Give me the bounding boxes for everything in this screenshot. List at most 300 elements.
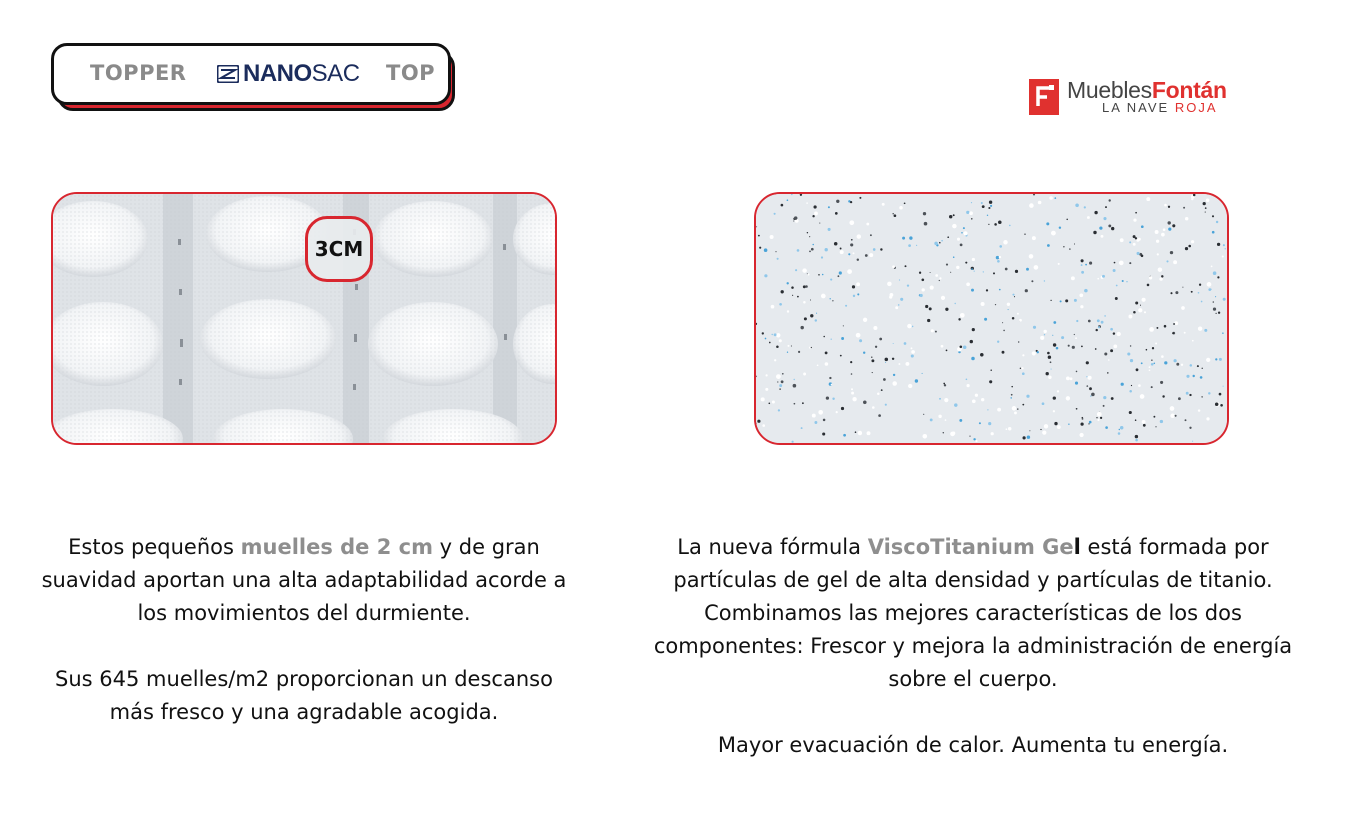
foam-speckle [779, 339, 782, 342]
foam-speckle [1088, 320, 1091, 323]
foam-speckle [859, 197, 861, 199]
foam-speckle [1170, 406, 1175, 411]
foam-speckle [1189, 427, 1191, 429]
foam-speckle [756, 226, 757, 227]
foam-speckle [814, 421, 817, 424]
foam-speckle [919, 272, 921, 274]
logo-tagline-part2: ROJA [1174, 100, 1218, 115]
foam-speckle [923, 414, 924, 415]
foam-speckle [1071, 276, 1075, 280]
foam-speckle [841, 407, 844, 410]
foam-speckle [966, 384, 969, 387]
foam-speckle [939, 280, 940, 281]
foam-speckle [1138, 384, 1141, 387]
foam-speckle [1075, 382, 1078, 385]
foam-speckle [1118, 432, 1121, 435]
foam-speckle [1135, 439, 1138, 442]
foam-speckle [1046, 372, 1049, 375]
foam-speckle [1117, 332, 1121, 336]
foam-speckle [1081, 346, 1083, 348]
foam-speckle [1104, 315, 1106, 317]
foam-speckle [997, 408, 1001, 412]
foam-speckle [927, 319, 930, 322]
foam-speckle [757, 433, 761, 437]
foam-speckle [831, 384, 833, 386]
foam-speckle [815, 319, 817, 321]
foam-speckle [818, 410, 823, 415]
foam-speckle [1007, 303, 1010, 306]
foam-speckle [853, 252, 855, 254]
foam-speckle [810, 314, 813, 317]
foam-speckle [771, 305, 775, 309]
foam-speckle [1186, 392, 1189, 395]
foam-speckle [981, 398, 984, 401]
title-pill [51, 43, 451, 105]
foam-speckle [1176, 363, 1179, 366]
foam-speckle [1170, 251, 1173, 254]
muebles-fontan-logo[interactable] [1029, 79, 1259, 119]
foam-speckle [981, 202, 983, 204]
foam-speckle [946, 350, 948, 352]
foam-speckle [1223, 386, 1224, 387]
foam-speckle [1020, 368, 1021, 369]
foam-speckle [953, 214, 955, 216]
foam-speckle [1093, 231, 1096, 234]
foam-speckle [1208, 392, 1210, 394]
foam-speckle [954, 303, 955, 304]
foam-speckle [1181, 306, 1185, 310]
gel-foam-texture-photo [754, 192, 1229, 445]
foam-speckle [1053, 321, 1056, 324]
foam-speckle [997, 260, 1000, 263]
foam-speckle [1135, 419, 1137, 421]
foam-speckle [1140, 394, 1145, 399]
foam-speckle [974, 271, 975, 272]
foam-speckle [1192, 441, 1193, 442]
foam-speckle [1096, 329, 1098, 331]
foam-speckle [904, 202, 906, 204]
foam-speckle [1141, 362, 1143, 364]
foam-speckle [898, 304, 900, 306]
foam-speckle [1174, 359, 1177, 362]
foam-speckle [823, 336, 825, 338]
foam-speckle [779, 384, 782, 387]
foam-speckle [1098, 326, 1100, 328]
foam-speckle [774, 213, 776, 215]
foam-speckle [837, 275, 839, 277]
foam-speckle [759, 247, 761, 249]
foam-speckle [1129, 390, 1132, 393]
foam-speckle [1104, 352, 1107, 355]
foam-speckle [923, 434, 928, 439]
foam-speckle [772, 400, 775, 403]
foam-speckle [865, 254, 868, 257]
foam-speckle [1128, 315, 1132, 319]
gel-highlight: ViscoTitanium Ge [867, 535, 1074, 559]
foam-speckle [1088, 376, 1092, 380]
springs-text-start: Estos pequeños [68, 535, 241, 559]
foam-speckle [1191, 240, 1194, 243]
foam-speckle [1184, 332, 1186, 334]
foam-speckle [822, 274, 824, 276]
foam-speckle [1019, 319, 1022, 322]
foam-speckle [1018, 341, 1019, 342]
foam-speckle [822, 432, 825, 435]
foam-speckle [892, 381, 897, 386]
foam-speckle [1201, 301, 1203, 303]
foam-speckle [1066, 396, 1070, 400]
foam-speckle [878, 414, 881, 417]
foam-speckle [1103, 396, 1106, 399]
foam-speckle [993, 272, 995, 274]
foam-speckle [1164, 361, 1167, 364]
foam-speckle [1190, 364, 1193, 367]
foam-speckle [1135, 237, 1137, 239]
foam-speckle [856, 282, 860, 286]
foam-speckle [857, 293, 859, 295]
foam-speckle [1075, 204, 1079, 208]
foam-speckle [1051, 369, 1052, 370]
foam-speckle [1084, 289, 1088, 293]
foam-speckle [1216, 313, 1217, 314]
foam-speckle [1168, 221, 1171, 224]
foam-speckle [971, 218, 972, 219]
foam-speckle [998, 221, 1002, 225]
foam-speckle [839, 271, 842, 274]
foam-speckle [1208, 288, 1211, 291]
foam-speckle [873, 326, 877, 330]
foam-speckle [873, 248, 876, 251]
foam-speckle [1185, 247, 1188, 250]
foam-speckle [1029, 203, 1034, 208]
foam-speckle [849, 220, 854, 225]
foam-speckle [1044, 280, 1045, 281]
foam-speckle [1103, 217, 1106, 220]
foam-speckle [1079, 433, 1083, 437]
foam-speckle [1138, 308, 1142, 312]
foam-speckle [1031, 280, 1033, 282]
foam-speckle [1100, 417, 1102, 419]
foam-speckle [811, 248, 814, 251]
foam-speckle [1206, 417, 1209, 420]
foam-speckle [798, 351, 800, 353]
foam-speckle [1022, 372, 1025, 375]
foam-speckle [866, 223, 869, 226]
foam-speckle [1050, 300, 1051, 301]
foam-speckle [1149, 327, 1154, 332]
foam-speckle [1182, 287, 1183, 288]
foam-speckle [883, 378, 886, 381]
foam-speckle [892, 213, 893, 214]
foam-speckle [887, 282, 892, 287]
foam-speckle [1220, 404, 1223, 407]
foam-speckle [1043, 330, 1046, 333]
foam-speckle [1111, 227, 1114, 230]
foam-speckle [781, 380, 784, 383]
foam-speckle [1085, 264, 1087, 266]
foam-speckle [1115, 297, 1118, 300]
foam-speckle [1146, 197, 1150, 201]
foam-speckle [1107, 372, 1109, 374]
foam-speckle [1108, 224, 1111, 227]
foam-speckle [1160, 420, 1163, 423]
foam-speckle [916, 245, 917, 246]
foam-speckle [781, 204, 784, 207]
foam-speckle [1136, 239, 1139, 242]
foam-speckle [1217, 276, 1219, 278]
foam-speckle [963, 231, 967, 235]
foam-speckle [1129, 241, 1131, 243]
foam-speckle [1101, 321, 1104, 324]
foam-speckle [1120, 426, 1123, 429]
foam-speckle [930, 286, 934, 290]
foam-speckle [889, 296, 892, 299]
foam-speckle [1173, 323, 1175, 325]
foam-speckle [834, 242, 838, 246]
foam-speckle [831, 339, 832, 340]
foam-speckle [1009, 225, 1011, 227]
foam-speckle [1170, 292, 1172, 294]
foam-speckle [1164, 325, 1167, 328]
foam-speckle [1222, 255, 1224, 257]
foam-speckle [971, 357, 975, 361]
foam-speckle [956, 266, 959, 269]
foam-speckle [1202, 368, 1203, 369]
foam-speckle [909, 236, 912, 239]
foam-speckle [1044, 334, 1045, 335]
foam-speckle [850, 201, 852, 203]
foam-speckle [990, 205, 992, 207]
foam-speckle [795, 269, 797, 271]
foam-speckle [1166, 260, 1168, 262]
foam-speckle [939, 277, 941, 279]
foam-speckle [1081, 271, 1084, 274]
foam-speckle [836, 411, 838, 413]
foam-speckle [1218, 312, 1220, 314]
brand-bold-text: NANO [243, 60, 312, 87]
foam-speckle [920, 294, 923, 297]
foam-speckle [1147, 284, 1150, 287]
foam-speckle [1162, 395, 1164, 397]
foam-speckle [981, 302, 985, 306]
foam-speckle [1105, 206, 1107, 208]
foam-speckle [851, 373, 853, 375]
foam-speckle [885, 358, 889, 362]
foam-speckle [931, 329, 934, 332]
foam-speckle [1076, 320, 1078, 322]
foam-speckle [859, 339, 862, 342]
foam-speckle [1074, 299, 1077, 302]
foam-speckle [941, 345, 944, 348]
foam-speckle [988, 422, 991, 425]
foam-speckle [1152, 347, 1154, 349]
gel-text-end: está formada por partículas de gel de alta densidad y partículas de titanio. Combinamos las mejores características de los dos componentes: Frescor y mejora la administración de energía sobre el cuerpo. [653, 535, 1293, 691]
foam-speckle [812, 414, 816, 418]
foam-speckle [1095, 348, 1097, 350]
foam-speckle [944, 398, 948, 402]
foam-speckle [1110, 328, 1113, 331]
foam-speckle [778, 409, 780, 411]
foam-speckle [809, 236, 810, 237]
foam-speckle [1223, 244, 1225, 246]
foam-speckle [817, 364, 819, 366]
foam-speckle [872, 406, 875, 409]
foam-speckle [1212, 231, 1215, 234]
logo-tagline [1102, 100, 1218, 115]
foam-speckle [1076, 408, 1078, 410]
foam-speckle [853, 295, 855, 297]
foam-speckle [1213, 301, 1215, 303]
foam-speckle [1146, 349, 1148, 351]
foam-speckle [843, 325, 844, 326]
foam-speckle [1168, 206, 1170, 208]
foam-speckle [1049, 196, 1053, 200]
foam-speckle [1080, 305, 1083, 308]
foam-speckle [1109, 199, 1111, 201]
foam-speckle [1113, 269, 1116, 272]
foam-speckle [840, 250, 844, 254]
foam-speckle [1135, 435, 1138, 438]
foam-speckle [972, 399, 976, 403]
foam-speckle [1205, 207, 1207, 209]
foam-speckle [1060, 300, 1062, 302]
foam-speckle [812, 244, 814, 246]
foam-speckle [1096, 417, 1097, 418]
foam-speckle [969, 211, 973, 215]
foam-speckle [830, 298, 831, 299]
foam-speckle [1048, 355, 1051, 358]
foam-speckle [1135, 302, 1138, 305]
foam-speckle [1005, 268, 1008, 271]
foam-speckle [1129, 411, 1132, 414]
logo-name-part1: Muebles [1067, 77, 1152, 103]
foam-speckle [1164, 204, 1167, 207]
foam-speckle [803, 373, 806, 376]
foam-speckle [991, 432, 994, 435]
foam-speckle [779, 388, 780, 389]
foam-speckle [1090, 396, 1091, 397]
foam-speckle [952, 432, 955, 435]
foam-speckle [1079, 293, 1083, 297]
foam-speckle [959, 419, 962, 422]
foam-speckle [1119, 429, 1120, 430]
foam-speckle [975, 440, 977, 442]
foam-speckle [787, 199, 789, 201]
foam-speckle [945, 419, 947, 421]
foam-speckle [994, 223, 997, 226]
foam-speckle [1215, 296, 1216, 297]
foam-speckle [1089, 421, 1092, 424]
foam-speckle [1159, 277, 1162, 280]
foam-speckle [904, 342, 907, 345]
foam-speckle [950, 272, 951, 273]
foam-speckle [1011, 394, 1013, 396]
foam-speckle [973, 438, 975, 440]
foam-speckle [1212, 215, 1214, 217]
foam-speckle [894, 214, 897, 217]
foam-speckle [1086, 376, 1087, 377]
foam-speckle [1191, 198, 1193, 200]
foam-speckle [1063, 246, 1064, 247]
foam-speckle [1046, 222, 1049, 225]
foam-speckle [1198, 326, 1202, 330]
foam-speckle [1192, 340, 1194, 342]
foam-speckle [941, 240, 943, 242]
foam-speckle [769, 342, 771, 344]
foam-speckle [1057, 425, 1061, 429]
foam-speckle [872, 372, 873, 373]
foam-speckle [848, 253, 850, 255]
foam-speckle [1088, 423, 1089, 424]
foam-speckle [986, 289, 988, 291]
springs-text-end: y de gran suavidad aportan una alta adaptabilidad acorde a los movimientos del durmiente. [41, 535, 567, 625]
foam-speckle [1144, 311, 1146, 313]
foam-speckle [899, 206, 903, 210]
springs-paragraph-2: Sus 645 muelles/m2 proporcionan un descanso más fresco y una agradable acogida. [55, 667, 553, 724]
foam-speckle [1175, 291, 1178, 294]
foam-speckle [850, 243, 853, 246]
foam-speckle [921, 278, 924, 281]
foam-speckle [1111, 397, 1114, 400]
foam-speckle [988, 207, 990, 209]
foam-speckle [1216, 221, 1218, 223]
foam-speckle [830, 279, 832, 281]
foam-speckle [794, 403, 796, 405]
foam-speckle [869, 253, 873, 257]
foam-speckle [1156, 327, 1158, 329]
foam-speckle [1069, 248, 1070, 249]
title-word-topper: TOPPER [90, 61, 187, 85]
foam-speckle [972, 258, 975, 261]
foam-speckle [1014, 411, 1017, 414]
springs-highlight: muelles de 2 cm [240, 535, 433, 559]
foam-speckle [1054, 422, 1057, 425]
foam-speckle [982, 205, 985, 208]
foam-speckle [1142, 420, 1146, 424]
springs-paragraph-1 [40, 531, 568, 630]
foam-speckle [1053, 410, 1055, 412]
foam-speckle [971, 289, 974, 292]
foam-speckle [794, 379, 795, 380]
foam-speckle [1140, 305, 1141, 306]
foam-speckle [1155, 426, 1156, 427]
foam-speckle [1219, 393, 1222, 396]
foam-speckle [1198, 409, 1200, 411]
foam-speckle [809, 347, 811, 349]
foam-speckle [1201, 396, 1202, 397]
foam-speckle [1061, 336, 1064, 339]
foam-speckle [1037, 351, 1039, 353]
foam-speckle [1121, 383, 1124, 386]
foam-speckle [1074, 334, 1075, 335]
foam-speckle [885, 362, 886, 363]
foam-speckle [1012, 317, 1015, 320]
foam-speckle [1155, 343, 1157, 345]
pocket-springs-photo [51, 192, 557, 445]
foam-speckle [764, 274, 767, 277]
foam-speckle [1012, 406, 1017, 411]
foam-speckle [828, 228, 831, 231]
foam-speckle [1203, 202, 1206, 205]
foam-speckle [1168, 227, 1171, 230]
foam-speckle [1025, 289, 1028, 292]
foam-speckle [825, 362, 829, 366]
foam-speckle [779, 303, 782, 306]
springs-description [40, 531, 568, 729]
foam-speckle [989, 201, 992, 204]
gel-paragraph-1 [628, 531, 1318, 696]
foam-speckle [1127, 352, 1130, 355]
